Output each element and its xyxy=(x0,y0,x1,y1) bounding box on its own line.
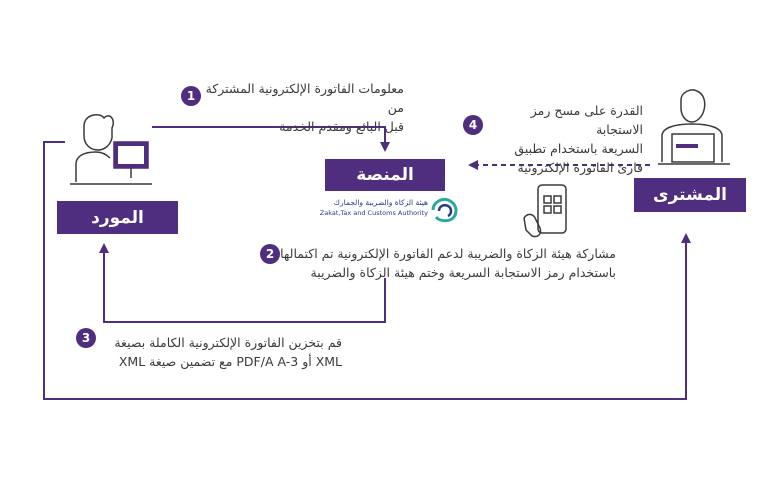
step-1-line-1: معلومات الفاتورة الإلكترونية المشتركة من xyxy=(205,81,404,115)
platform-box: المنصة xyxy=(325,159,445,191)
step-2-line-1: مشاركة هيئة الزكاة والضريبة لدعم الفاتورة الإلكترونية تم اكتمالها xyxy=(280,246,616,261)
logo-arabic-text: هيئة الزكاة والضريبة والجمارك xyxy=(333,198,428,207)
buyer-person-icon xyxy=(654,86,734,172)
step-1-text xyxy=(200,79,404,136)
zatca-logo-mark-icon xyxy=(430,197,460,223)
step-3-line-2: XML أو PDF/A A-3 مع تضمين صيغة XML xyxy=(118,354,342,369)
supplier-person-icon xyxy=(66,104,156,194)
step-3-number: 3 xyxy=(76,328,96,348)
step-4-line-3: قارئ الفاتورة الإلكترونية xyxy=(517,160,643,175)
step-2-text xyxy=(280,244,616,282)
buyer-box: المشترى xyxy=(634,178,746,212)
step-2-number: 2 xyxy=(260,244,280,264)
step-4-line-1: القدرة على مسح رمز الاستجابة xyxy=(530,103,643,137)
logo-english-text: Zakat,Tax and Customs Authority xyxy=(319,209,428,217)
step-2-line-2: باستخدام رمز الاستجابة السريعة وختم هيئة الزكاة والضريبة xyxy=(310,265,616,280)
step-1-number: 1 xyxy=(181,86,201,106)
step-3-text xyxy=(98,333,342,371)
supplier-box: المورد xyxy=(57,201,178,234)
step-4-text xyxy=(480,101,643,177)
step-1-line-2: قبل البائع ومقدم الخدمة xyxy=(279,119,404,134)
zatca-logo xyxy=(312,197,462,223)
step-3-line-1: قم بتخزين الفاتورة الإلكترونية الكاملة بصيغة xyxy=(114,335,342,350)
step-4-line-2: السريعة باستخدام تطبيق xyxy=(514,141,643,156)
phone-qr-icon xyxy=(520,182,580,242)
step-4-number: 4 xyxy=(463,115,483,135)
